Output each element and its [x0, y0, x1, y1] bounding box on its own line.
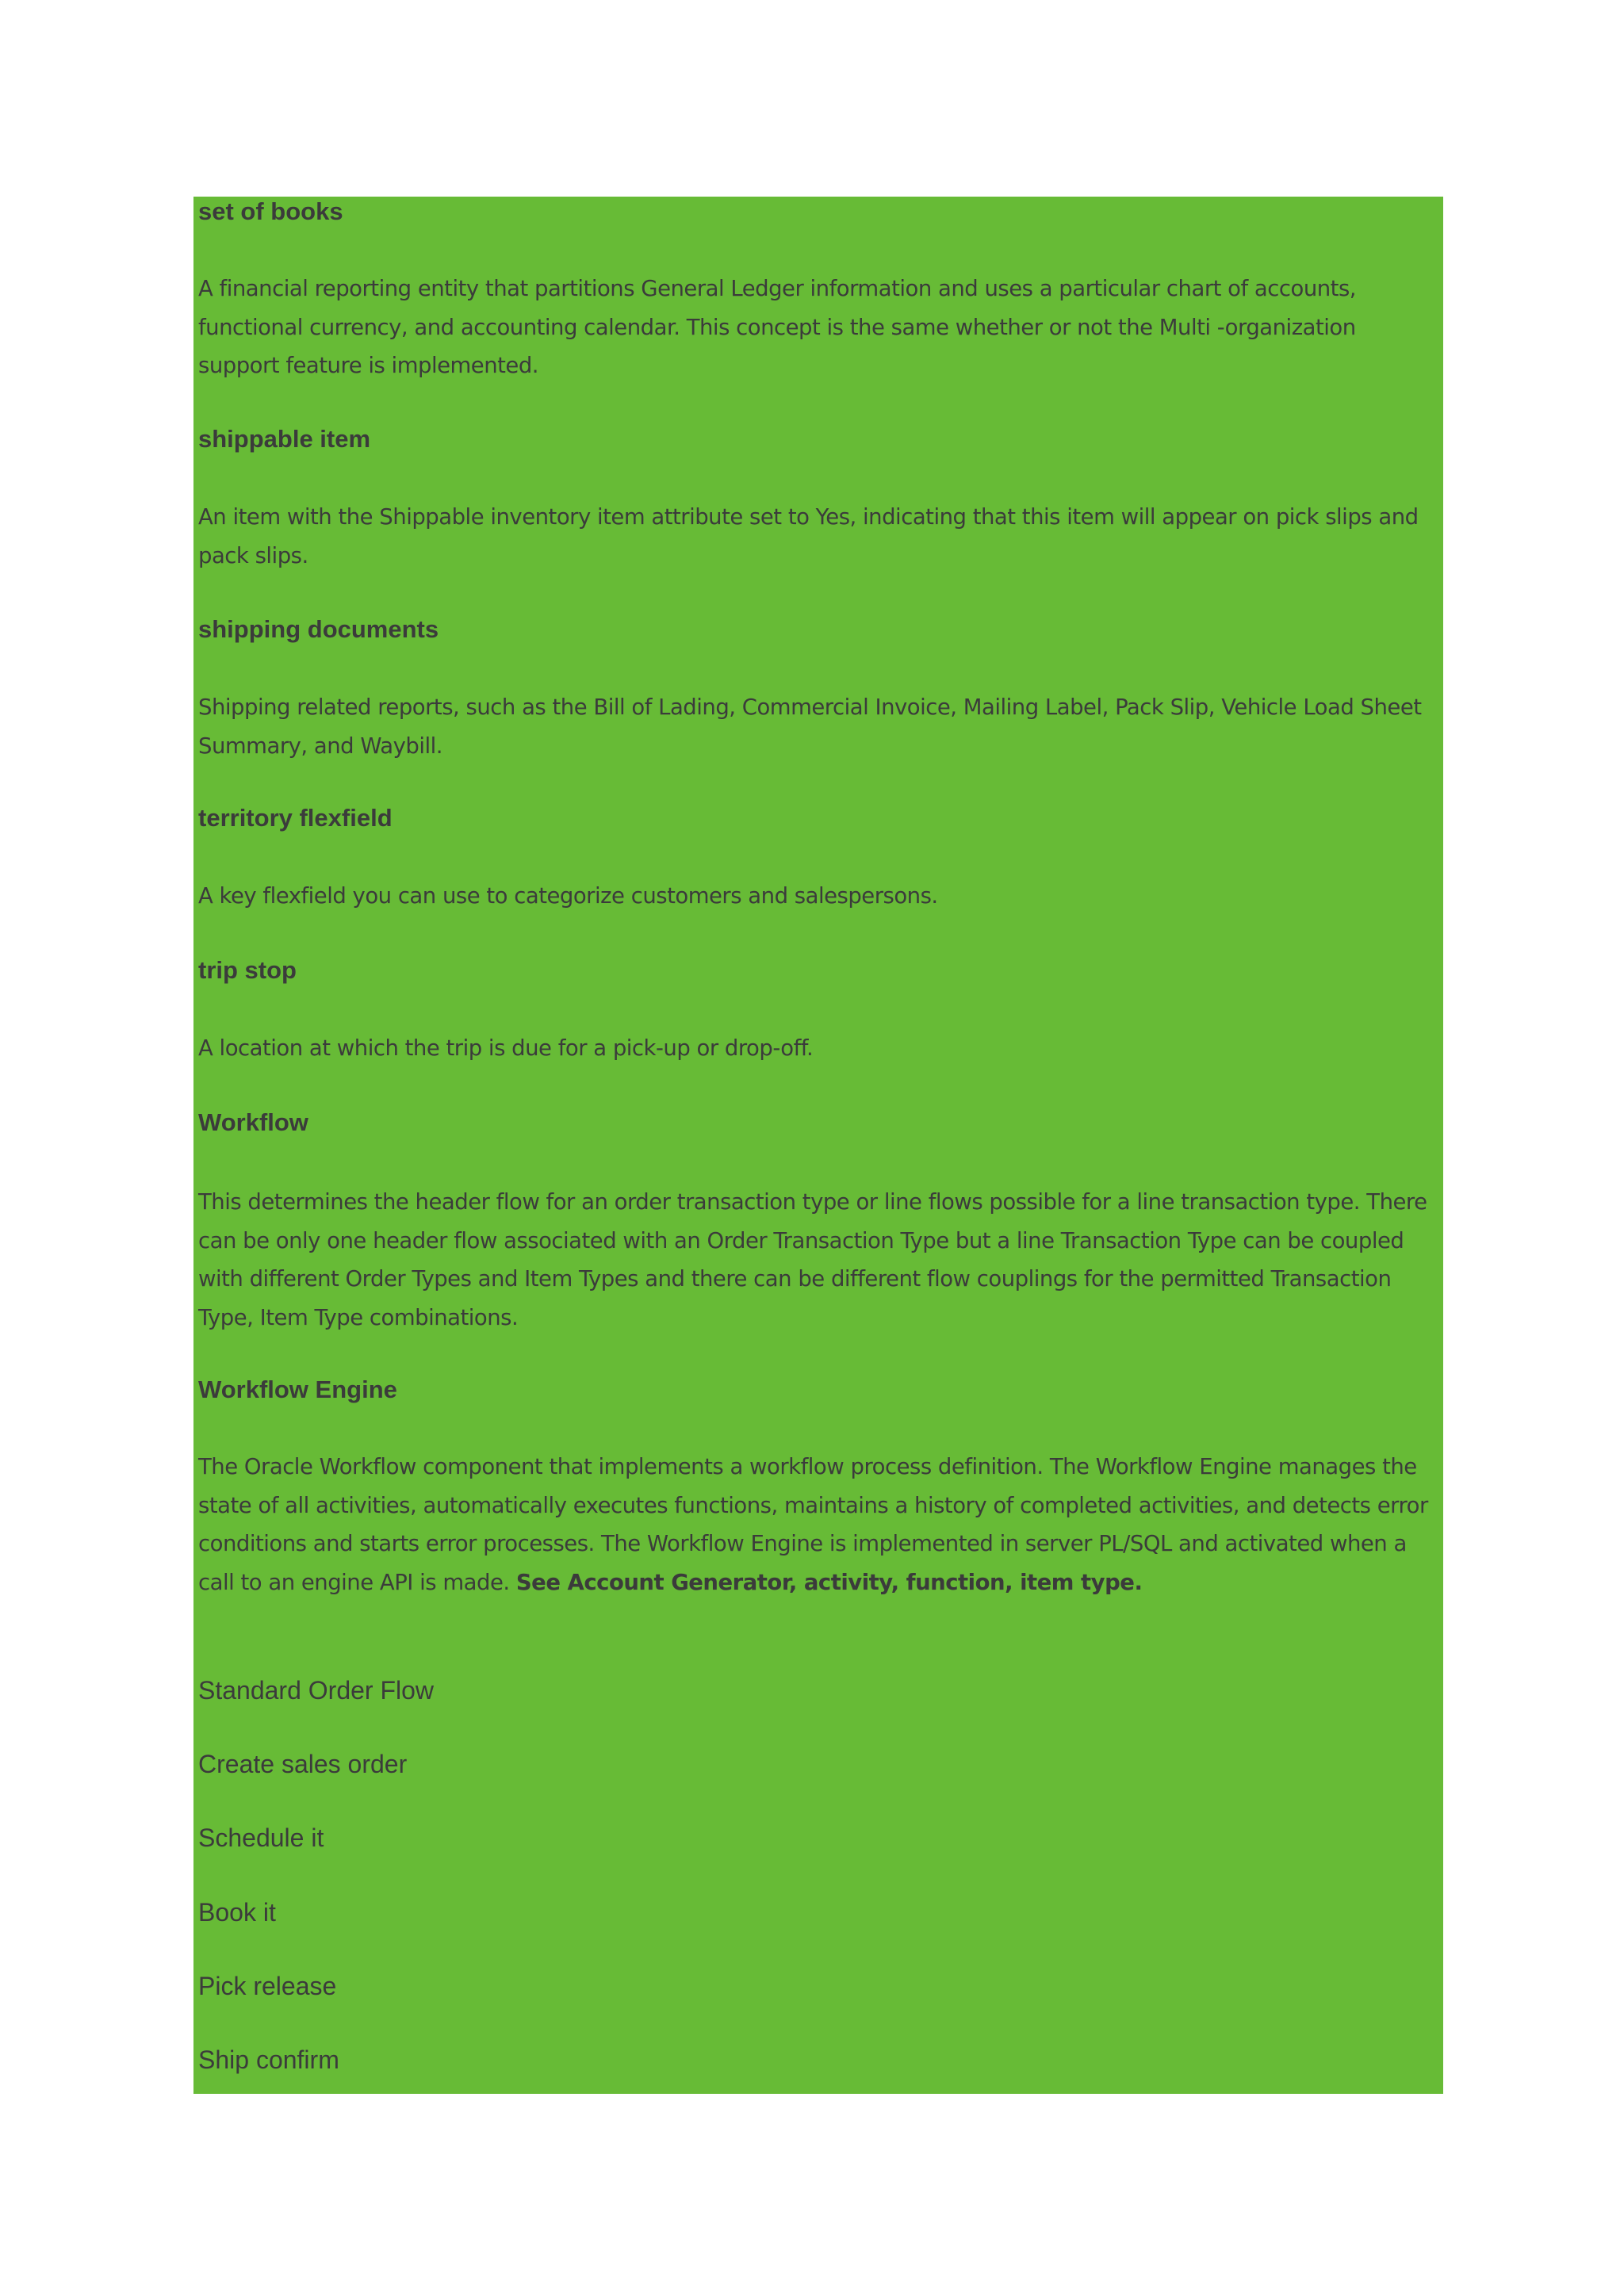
term-heading: Workflow Engine	[198, 1376, 397, 1403]
see-also-reference: See Account Generator, activity, function, item type.	[515, 1569, 1143, 1595]
term-heading: Workflow	[198, 1108, 308, 1136]
glossary-panel	[193, 197, 1443, 2094]
term-heading: shippable item	[198, 425, 371, 453]
term-definition: A financial reporting entity that partitions General Ledger information and uses a particular chart of accounts, functional currency, and accounting calendar. This concept is the same whether or not the Multi -organization support feature is implemented.	[198, 276, 1357, 378]
order-flow-step: Schedule it	[198, 1823, 324, 1852]
order-flow-title: Standard Order Flow	[198, 1676, 435, 1705]
term-definition	[198, 1448, 1435, 1601]
term-definition: An item with the Shippable inventory item attribute set to Yes, indicating that this item will appear on pick slips and pack slips.	[198, 504, 1419, 568]
term-heading: set of books	[198, 197, 343, 225]
order-flow-step: Pick release	[198, 1972, 337, 2000]
term-definition: A key flexfield you can use to categorize customers and salespersons.	[198, 883, 938, 909]
order-flow-step: Ship confirm	[198, 2045, 339, 2074]
term-definition: A location at which the trip is due for a pick-up or drop-off.	[198, 1035, 814, 1061]
term-definition: Shipping related reports, such as the Bill of Lading, Commercial Invoice, Mailing Label, Pack Slip, Vehicle Load Sheet Summary, and Waybill.	[198, 695, 1422, 759]
term-definition: This determines the header flow for an order transaction type or line flows possible for a line transaction type. There can be only one header flow associated with an Order Transaction Type but a line Transaction Type can be coupled with different Order Types and Item Types and there can be different flow couplings for the permitted Transaction Type, Item Type combinations.	[198, 1189, 1427, 1330]
order-flow-step: Create sales order	[198, 1750, 408, 1778]
order-flow-step: Book it	[198, 1898, 276, 1927]
term-heading: trip stop	[198, 956, 297, 984]
definition-text: The Oracle Workflow component that implements a workflow process definition. The Workflow Engine manages the state of all activities, automatically executes functions, maintains a history of completed activities, and detects error conditions and starts error processes. The Workflow Engine is implemented in server PL/SQL and activated when a call to an engine API is made.	[198, 1454, 1428, 1595]
term-heading: territory flexfield	[198, 804, 393, 832]
term-heading: shipping documents	[198, 615, 439, 643]
